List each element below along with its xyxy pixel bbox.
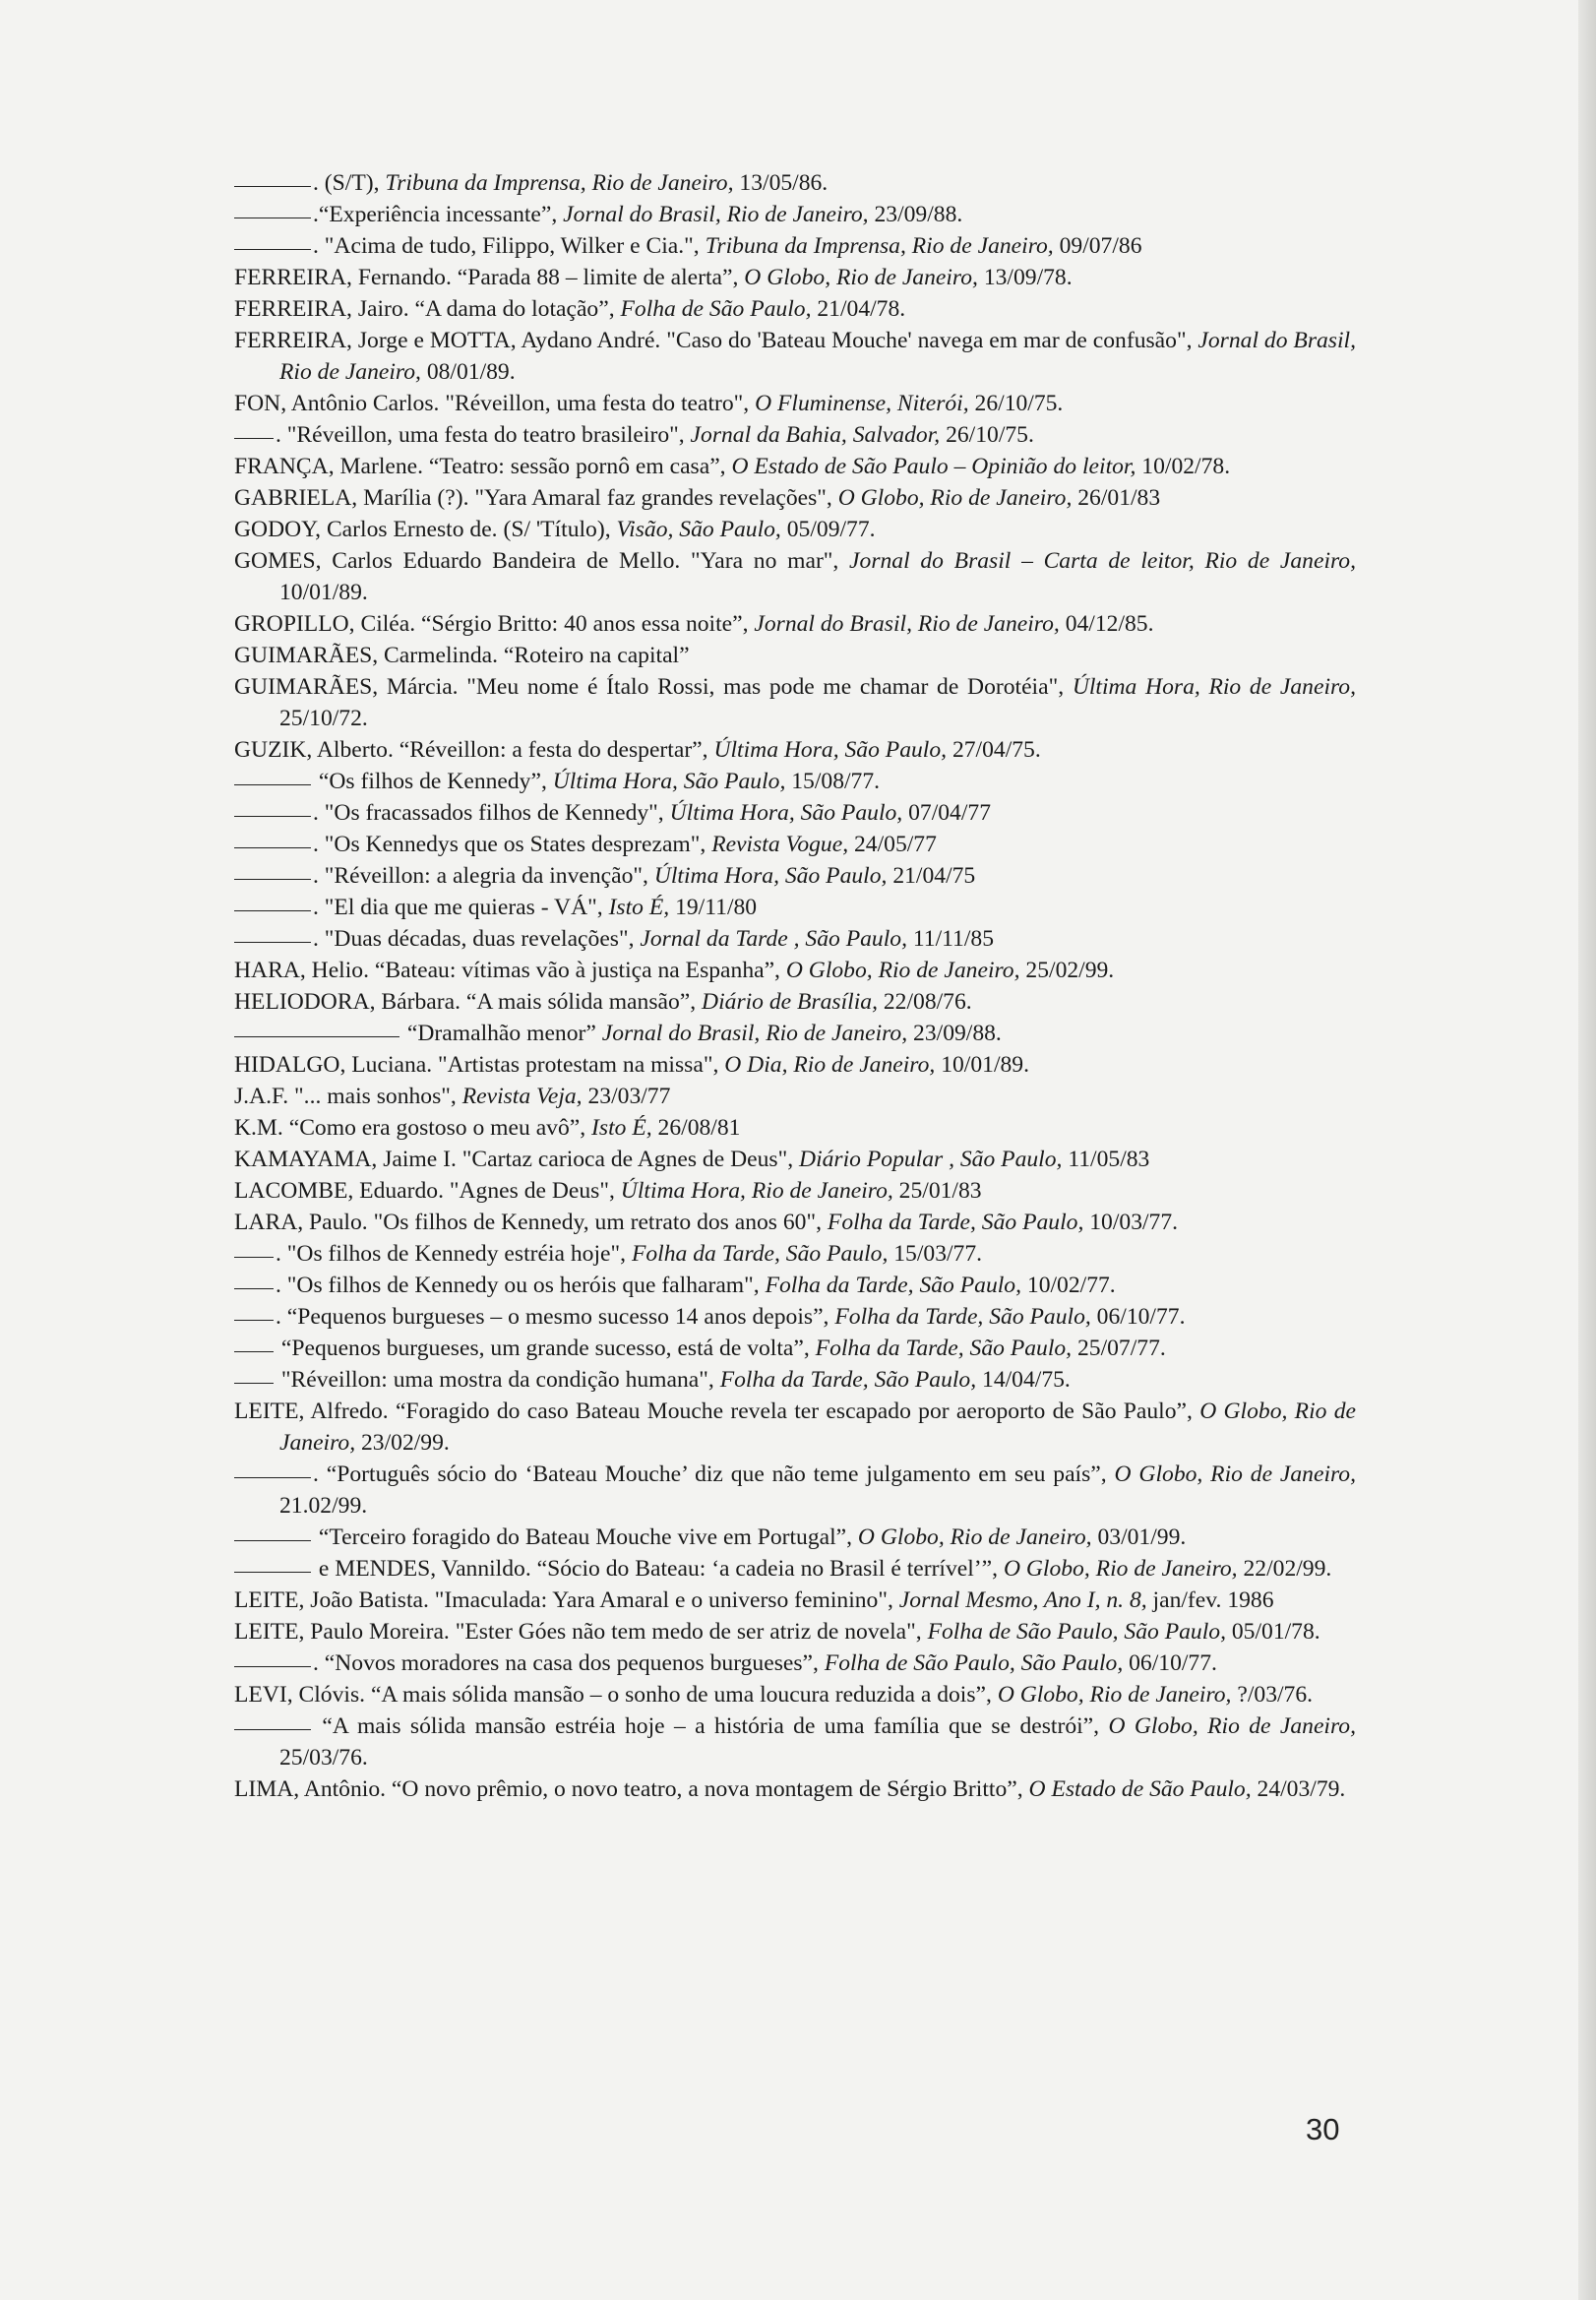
entry-publication: Visão, São Paulo, [616,517,781,542]
entry-title: "Artistas protestam na missa", [438,1052,725,1078]
bibliography-entry [234,230,1356,262]
entry-publication: Última Hora, São Paulo, [653,863,888,889]
bibliography-entry [234,545,1356,608]
entry-title: "Réveillon: a alegria da invenção", [324,863,654,889]
bibliography-entry [234,734,1356,766]
entry-date: 06/10/77. [1090,1304,1186,1330]
entry-author: HARA, Helio. [234,958,375,983]
bibliography-entry [234,482,1356,514]
entry-publication: Folha de São Paulo, [620,296,812,322]
entry-author: . [313,1650,325,1676]
entry-author: . [276,1304,287,1330]
bibliography-entry [234,514,1356,545]
entry-title: "Agnes de Deus", [449,1178,621,1204]
bibliography-entry [234,1773,1356,1805]
entry-title: "Yara Amaral faz grandes revelações", [474,485,838,511]
entry-author: LEITE, Paulo Moreira. [234,1619,456,1645]
entry-author: GOMES, Carlos Eduardo Bandeira de Mello. [234,548,691,574]
entry-publication: Última Hora, São Paulo, [669,800,903,826]
entry-title: "Imaculada: Yara Amaral e o universo feminino", [434,1587,899,1613]
entry-title: "Os filhos de Kennedy estréia hoje", [286,1241,632,1267]
bibliography-entry [234,451,1356,482]
bibliography-entry [234,1270,1356,1301]
bibliography-entry [234,797,1356,829]
entry-title: "Yara no mar", [690,548,850,574]
entry-date: 10/01/89. [935,1052,1030,1078]
ditto-rule [234,1351,274,1352]
entry-date: 05/01/78. [1225,1619,1320,1645]
entry-author: . [313,233,325,259]
entry-author: LIMA, Antônio. [234,1776,392,1802]
bibliography-entry [234,1112,1356,1144]
entry-date: 26/08/81 [651,1115,741,1141]
entry-author [313,1713,322,1739]
entry-title: “Experiência incessante”, [318,202,564,227]
entry-title: "Os filhos de Kennedy ou os heróis que falharam", [286,1273,766,1298]
entry-date: 26/10/75. [940,422,1034,448]
bibliography-entry [234,955,1356,986]
entry-date: 26/10/75. [968,391,1064,416]
entry-date: 08/01/89. [420,359,516,385]
bibliography-entry [234,1144,1356,1175]
entry-title: “Português sócio do ‘Bateau Mouche’ diz que não teme julgamento em seu país”, [326,1461,1115,1487]
ditto-rule [234,942,311,943]
entry-publication: Última Hora, Rio de Janeiro, [1072,674,1356,700]
entry-author: LACOMBE, Eduardo. [234,1178,450,1204]
entry-date: ?/03/76. [1231,1682,1314,1708]
entry-date: 22/02/99. [1237,1556,1332,1582]
bibliography-entry [234,860,1356,892]
bibliography-entry [234,325,1356,388]
entry-title: "Cartaz carioca de Agnes de Deus", [461,1147,800,1172]
entry-title: “Bateau: vítimas vão à justiça na Espanha”, [374,958,786,983]
ditto-rule [234,1257,274,1258]
entry-author: . [276,422,287,448]
bibliography-entry [234,1647,1356,1679]
entry-publication: O Globo, Rio de Janeiro, [1114,1461,1357,1487]
entry-author: GROPILLO, Ciléa. [234,611,422,637]
bibliography-entry [234,1175,1356,1207]
bibliography-entry [234,388,1356,419]
entry-date: 06/10/77. [1123,1650,1217,1676]
entry-date: 19/11/80 [669,895,758,920]
entry-date: 15/03/77. [888,1241,983,1267]
entry-author: . [313,863,325,889]
page-number: 30 [1306,2112,1340,2146]
entry-author: HIDALGO, Luciana. [234,1052,439,1078]
entry-author: . [313,926,325,952]
entry-date: 13/09/78. [977,265,1073,290]
ditto-rule [234,816,311,817]
entry-date: 11/11/85 [906,926,995,952]
ditto-rule [234,1320,274,1321]
bibliography-entry [234,1553,1356,1585]
entry-publication: Última Hora, Rio de Janeiro, [620,1178,893,1204]
entry-publication: O Globo, Rio de Janeiro, [837,485,1073,511]
entry-publication: Jornal da Bahia, Salvador, [690,422,941,448]
entry-publication: Jornal do Brasil, Rio de Janeiro, [601,1021,908,1046]
entry-author: GABRIELA, Marília (?). [234,485,475,511]
entry-title: “Pequenos burgueses, um grande sucesso, está de volta”, [280,1336,816,1361]
entry-publication: O Globo, Rio de Janeiro, [857,1524,1092,1550]
entry-author: LEITE, Alfredo. [234,1399,396,1424]
entry-author: LEVI, Clóvis. [234,1682,371,1708]
bibliography-entry [234,671,1356,734]
entry-date: 27/04/75. [947,737,1041,763]
entry-title: “Sérgio Britto: 40 anos essa noite”, [421,611,755,637]
entry-author: FERREIRA, Jairo. [234,296,415,322]
entry-title: "Meu nome é Ítalo Rossi, mas pode me chamar de Dorotéia", [466,674,1073,700]
entry-title: "Duas décadas, duas revelações", [324,926,641,952]
entry-publication: O Dia, Rio de Janeiro, [724,1052,936,1078]
entry-title: “Parada 88 – limite de alerta”, [457,265,745,290]
entry-publication: Última Hora, São Paulo, [713,737,948,763]
entry-author: HELIODORA, Bárbara. [234,989,466,1015]
entry-title: “Dramalhão menor” [406,1021,602,1046]
bibliography-entry [234,1459,1356,1522]
bibliography-entry [234,1207,1356,1238]
bibliography-entry [234,986,1356,1018]
entry-publication: Tribuna da Imprensa, Rio de Janeiro, [385,170,734,196]
ditto-rule [234,1572,311,1573]
entry-publication: Folha da Tarde, São Paulo, [815,1336,1073,1361]
bibliography-entry [234,419,1356,451]
entry-title: “A mais sólida mansão”, [465,989,703,1015]
bibliography-list [234,167,1356,1805]
entry-title: "Ester Góes não tem medo de ser atriz de novela", [455,1619,928,1645]
entry-publication: Diário Popular , São Paulo, [799,1147,1063,1172]
entry-title: “Roteiro na capital” [503,643,690,668]
entry-author: . [313,1461,327,1487]
entry-date: 10/02/77. [1021,1273,1116,1298]
bibliography-entry [234,640,1356,671]
entry-author: KAMAYAMA, Jaime I. [234,1147,462,1172]
entry-title: “Como era gostoso o meu avô”, [288,1115,592,1141]
entry-title: “Os filhos de Kennedy”, [318,769,553,794]
entry-title: "Acima de tudo, Filippo, Wilker e Cia.", [324,233,706,259]
entry-date: 23/09/88. [907,1021,1002,1046]
ditto-rule [234,1288,274,1289]
ditto-rule [234,879,311,880]
entry-publication: Jornal Mesmo, Ano I, n. 8, [898,1587,1147,1613]
entry-date: 15/08/77. [785,769,881,794]
entry-publication: Isto É, [608,895,670,920]
entry-author: e MENDES, Vannildo. [313,1556,537,1582]
entry-date: 25/10/72. [279,706,368,731]
entry-date: 04/12/85. [1059,611,1154,637]
entry-title: "Os Kennedys que os States desprezam", [324,832,712,857]
entry-publication: Jornal do Brasil, Rio de Janeiro, [279,328,1356,385]
entry-author: FRANÇA, Marlene. [234,454,429,479]
entry-title: (S/ 'Título), [503,517,617,542]
entry-date: 23/03/77 [582,1084,671,1109]
entry-date: jan/fev. 1986 [1146,1587,1274,1613]
entry-author: FON, Antônio Carlos. [234,391,446,416]
entry-date: 25/03/76. [279,1745,368,1771]
ditto-rule [234,186,311,187]
entry-author: K.M. [234,1115,289,1141]
entry-date: 23/09/88. [868,202,963,227]
entry-title: "Os fracassados filhos de Kennedy", [324,800,670,826]
entry-publication: Folha da Tarde, São Paulo, [827,1210,1084,1235]
bibliography-entry [234,199,1356,230]
entry-title: "Réveillon, uma festa do teatro", [445,391,756,416]
entry-title: “Pequenos burgueses – o mesmo sucesso 14 anos depois”, [286,1304,835,1330]
entry-publication: Folha da Tarde, São Paulo, [765,1273,1021,1298]
entry-author: . [313,800,325,826]
entry-publication: Tribuna da Imprensa, Rio de Janeiro, [705,233,1054,259]
ditto-rule [234,1666,311,1667]
entry-date: 10/01/89. [279,580,368,605]
entry-title: “Sócio do Bateau: ‘a cadeia no Brasil é terrível’”, [536,1556,1004,1582]
entry-publication: Jornal da Tarde , São Paulo, [640,926,907,952]
entry-publication: O Fluminense, Niterói, [755,391,969,416]
entry-author: . [276,1273,287,1298]
entry-publication: O Globo, Rio de Janeiro, [785,958,1020,983]
entry-date: 24/05/77 [848,832,937,857]
entry-publication: Revista Veja, [461,1084,583,1109]
page-edge-shadow [1578,0,1596,2300]
bibliography-entry [234,1679,1356,1710]
entry-date: 21.02/99. [279,1493,368,1519]
entry-publication: Jornal do Brasil – Carta de leitor, Rio de Janeiro, [849,548,1357,574]
entry-title: “O novo prêmio, o novo teatro, a nova montagem de Sérgio Britto”, [391,1776,1029,1802]
entry-title: "Caso do 'Bateau Mouche' navega em mar de confusão", [666,328,1198,353]
entry-publication: Isto É, [591,1115,652,1141]
entry-date: 09/07/86 [1053,233,1142,259]
entry-publication: Folha da Tarde, São Paulo, [834,1304,1091,1330]
entry-title: "Réveillon: uma mostra da condição humana", [280,1367,720,1393]
ditto-rule [234,1383,274,1384]
bibliography-entry [234,1238,1356,1270]
ditto-rule [234,784,311,785]
bibliography-entry [234,829,1356,860]
entry-title: (S/T), [324,170,386,196]
entry-publication: O Globo, Rio de Janeiro, [1108,1713,1356,1739]
bibliography-entry [234,1364,1356,1396]
bibliography-entry [234,262,1356,293]
entry-date: 24/03/79. [1251,1776,1346,1802]
bibliography-entry [234,1585,1356,1616]
ditto-rule [234,1729,311,1730]
entry-publication: Revista Vogue, [711,832,849,857]
entry-date: 25/07/77. [1072,1336,1166,1361]
bibliography-entry [234,1616,1356,1647]
entry-author: . [313,895,325,920]
entry-date: 10/02/78. [1136,454,1231,479]
entry-publication: Diário de Brasília, [702,989,878,1015]
entry-title: “Réveillon: a festa do despertar”, [399,737,714,763]
entry-publication: O Globo, Rio de Janeiro, [997,1682,1232,1708]
bibliography-entry [234,766,1356,797]
entry-title: "El dia que me quieras - VÁ", [324,895,609,920]
entry-publication: Jornal do Brasil, Rio de Janeiro, [563,202,869,227]
entry-author: FERREIRA, Fernando. [234,265,458,290]
bibliography-entry [234,1049,1356,1081]
entry-date: 21/04/78. [811,296,906,322]
bibliography-entry [234,608,1356,640]
entry-publication: O Estado de São Paulo – Opinião do leitor, [731,454,1136,479]
ditto-rule [234,847,311,848]
entry-author: GUZIK, Alberto. [234,737,399,763]
entry-author: LARA, Paulo. [234,1210,374,1235]
ditto-rule [234,1540,311,1541]
ditto-rule [234,249,311,250]
entry-date: 23/02/99. [355,1430,450,1456]
entry-date: 05/09/77. [780,517,876,542]
entry-publication: Jornal do Brasil, Rio de Janeiro, [754,611,1060,637]
entry-date: 03/01/99. [1091,1524,1187,1550]
entry-publication: Folha da Tarde, São Paulo, [631,1241,889,1267]
entry-title: “Terceiro foragido do Bateau Mouche vive em Portugal”, [318,1524,858,1550]
bibliography-entry [234,293,1356,325]
ditto-rule [234,1036,399,1037]
bibliography-entry [234,1018,1356,1049]
entry-publication: Folha de São Paulo, São Paulo, [927,1619,1226,1645]
entry-publication: Folha da Tarde, São Paulo, [719,1367,977,1393]
entry-publication: O Globo, Rio de Janeiro, [744,265,978,290]
entry-date: 22/08/76. [877,989,972,1015]
entry-author: GUIMARÃES, Márcia. [234,674,467,700]
entry-title: "Os filhos de Kennedy, um retrato dos anos 60", [373,1210,828,1235]
entry-date: 25/01/83 [892,1178,982,1204]
entry-author: GODOY, Carlos Ernesto de. [234,517,504,542]
entry-title: "... mais sonhos", [294,1084,462,1109]
ditto-rule [234,438,274,439]
entry-date: 14/04/75. [976,1367,1071,1393]
entry-title: “Teatro: sessão pornô em casa”, [428,454,732,479]
bibliography-entry [234,1301,1356,1333]
bibliography-entry [234,1522,1356,1553]
entry-date: 07/04/77 [902,800,991,826]
bibliography-entry [234,1396,1356,1459]
entry-date: 13/05/86. [733,170,829,196]
bibliography-entry [234,1333,1356,1364]
entry-author: . [313,832,325,857]
entry-title: “A mais sólida mansão estréia hoje – a história de uma família que se destrói”, [322,1713,1109,1739]
entry-author: . [276,1241,287,1267]
entry-author: J.A.F. [234,1084,295,1109]
ditto-rule [234,1477,311,1478]
entry-title: “Foragido do caso Bateau Mouche revela ter escapado por aeroporto de São Paulo”, [395,1399,1200,1424]
entry-publication: O Estado de São Paulo, [1028,1776,1252,1802]
bibliography-entry [234,1710,1356,1773]
entry-author: . [313,202,319,227]
entry-publication: Última Hora, São Paulo, [552,769,786,794]
entry-title: “A dama do lotação”, [414,296,621,322]
entry-author: LEITE, João Batista. [234,1587,435,1613]
bibliography-entry [234,892,1356,923]
entry-author: GUIMARÃES, Carmelinda. [234,643,504,668]
entry-date: 25/02/99. [1019,958,1115,983]
entry-title: "Réveillon, uma festa do teatro brasileiro", [286,422,691,448]
bibliography-entry [234,167,1356,199]
entry-publication: O Globo, Rio de Janeiro, [1003,1556,1238,1582]
entry-date: 10/03/77. [1083,1210,1179,1235]
entry-date: 26/01/83 [1072,485,1161,511]
entry-publication: O Globo, Rio de Janeiro, [279,1399,1356,1456]
bibliography-entry [234,1081,1356,1112]
entry-publication: Folha de São Paulo, São Paulo, [824,1650,1124,1676]
ditto-rule [234,910,311,911]
entry-date: 11/05/83 [1062,1147,1150,1172]
bibliography-entry [234,923,1356,955]
entry-title: “A mais sólida mansão – o sonho de uma loucura reduzida a dois”, [370,1682,998,1708]
entry-author: FERREIRA, Jorge e MOTTA, Aydano André. [234,328,667,353]
entry-date: 21/04/75 [887,863,976,889]
entry-title: “Novos moradores na casa dos pequenos burgueses”, [324,1650,825,1676]
entry-author: . [313,170,325,196]
